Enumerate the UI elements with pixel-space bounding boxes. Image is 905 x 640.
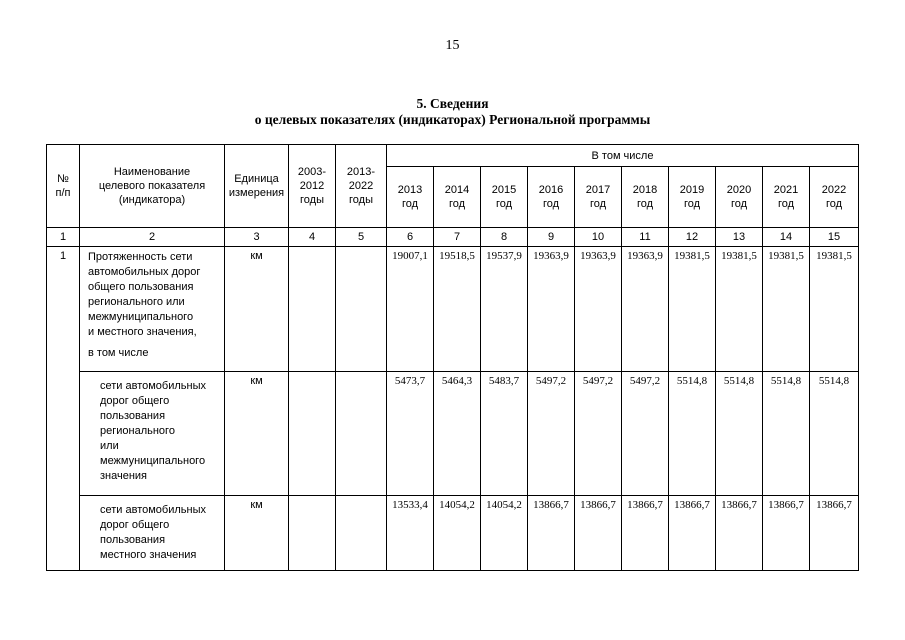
- value-cell: 5483,7: [481, 372, 528, 496]
- table-row: [47, 372, 859, 496]
- value-cell: 5497,2: [622, 372, 669, 496]
- indicator-name: [80, 372, 225, 496]
- row-number: 1: [47, 247, 80, 571]
- value-cell: 19363,9: [622, 247, 669, 372]
- indicator-name: [80, 496, 225, 571]
- header-num: № п/п: [47, 145, 80, 228]
- header-year: 2021 год: [763, 167, 810, 228]
- indicator-name-text: сети автомобильных дорог общего пользования местного значения: [100, 504, 206, 561]
- value-cell: 13866,7: [763, 496, 810, 571]
- page-number: 15: [445, 38, 460, 53]
- indicator-name-text: Протяженность сети автомобильных дорог общего пользования регионального или межмуниципального и местного значения,: [88, 251, 201, 338]
- section-title-line-1: 5. Сведения: [416, 96, 489, 111]
- header-year: 2020 год: [716, 167, 763, 228]
- column-number: 9: [528, 228, 575, 247]
- column-number: 5: [336, 228, 387, 247]
- column-number: 4: [289, 228, 336, 247]
- value-cell: 5514,8: [716, 372, 763, 496]
- header-period-2013-2022: 2013- 2022 годы: [336, 145, 387, 228]
- value-cell: 14054,2: [434, 496, 481, 571]
- value-cell: 5497,2: [575, 372, 622, 496]
- value-cell: 19363,9: [528, 247, 575, 372]
- column-number: 14: [763, 228, 810, 247]
- column-numbers-row: [47, 228, 859, 247]
- column-number: 1: [47, 228, 80, 247]
- value-cell: 13866,7: [575, 496, 622, 571]
- period-cell: [336, 372, 387, 496]
- column-number: 15: [810, 228, 859, 247]
- header-name: Наименование целевого показателя (индикатора): [80, 145, 225, 228]
- column-number: 11: [622, 228, 669, 247]
- value-cell: 19381,5: [763, 247, 810, 372]
- period-cell: [289, 372, 336, 496]
- table-row: [47, 247, 859, 372]
- value-cell: 19381,5: [716, 247, 763, 372]
- value-cell: 5497,2: [528, 372, 575, 496]
- value-cell: 19363,9: [575, 247, 622, 372]
- column-number: 10: [575, 228, 622, 247]
- column-number: 3: [225, 228, 289, 247]
- indicators-table: [46, 144, 859, 571]
- period-cell: [289, 247, 336, 372]
- header-year: 2014 год: [434, 167, 481, 228]
- header-year: 2019 год: [669, 167, 716, 228]
- indicator-name-text: сети автомобильных дорог общего пользования регионального или межмуниципального значения: [100, 380, 206, 482]
- header-unit: Единица измерения: [225, 145, 289, 228]
- value-cell: 5464,3: [434, 372, 481, 496]
- table-row: [47, 496, 859, 571]
- section-title-line-2: о целевых показателях (индикаторах) Региональной программы: [254, 112, 651, 127]
- header-year: 2022 год: [810, 167, 859, 228]
- period-cell: [336, 247, 387, 372]
- unit-cell: км: [225, 247, 289, 372]
- value-cell: 13866,7: [810, 496, 859, 571]
- value-cell: 5514,8: [669, 372, 716, 496]
- value-cell: 13866,7: [669, 496, 716, 571]
- header-year: 2017 год: [575, 167, 622, 228]
- value-cell: 19381,5: [669, 247, 716, 372]
- section-title: [0, 96, 905, 128]
- period-cell: [336, 496, 387, 571]
- column-number: 6: [387, 228, 434, 247]
- value-cell: 19518,5: [434, 247, 481, 372]
- value-cell: 14054,2: [481, 496, 528, 571]
- column-number: 8: [481, 228, 528, 247]
- value-cell: 13866,7: [716, 496, 763, 571]
- value-cell: 19537,9: [481, 247, 528, 372]
- value-cell: 5514,8: [763, 372, 810, 496]
- header-year: 2016 год: [528, 167, 575, 228]
- header-year: 2013 год: [387, 167, 434, 228]
- value-cell: 5514,8: [810, 372, 859, 496]
- header-period-2003-2012: 2003- 2012 годы: [289, 145, 336, 228]
- value-cell: 13533,4: [387, 496, 434, 571]
- header-including: В том числе: [387, 145, 859, 167]
- column-number: 2: [80, 228, 225, 247]
- unit-cell: км: [225, 496, 289, 571]
- unit-cell: км: [225, 372, 289, 496]
- header-year: 2015 год: [481, 167, 528, 228]
- value-cell: 13866,7: [622, 496, 669, 571]
- header-year: 2018 год: [622, 167, 669, 228]
- period-cell: [289, 496, 336, 571]
- value-cell: 19007,1: [387, 247, 434, 372]
- value-cell: 13866,7: [528, 496, 575, 571]
- column-number: 12: [669, 228, 716, 247]
- column-number: 13: [716, 228, 763, 247]
- indicator-note: в том числе: [88, 347, 149, 359]
- value-cell: 19381,5: [810, 247, 859, 372]
- value-cell: 5473,7: [387, 372, 434, 496]
- column-number: 7: [434, 228, 481, 247]
- indicator-name: [80, 247, 225, 372]
